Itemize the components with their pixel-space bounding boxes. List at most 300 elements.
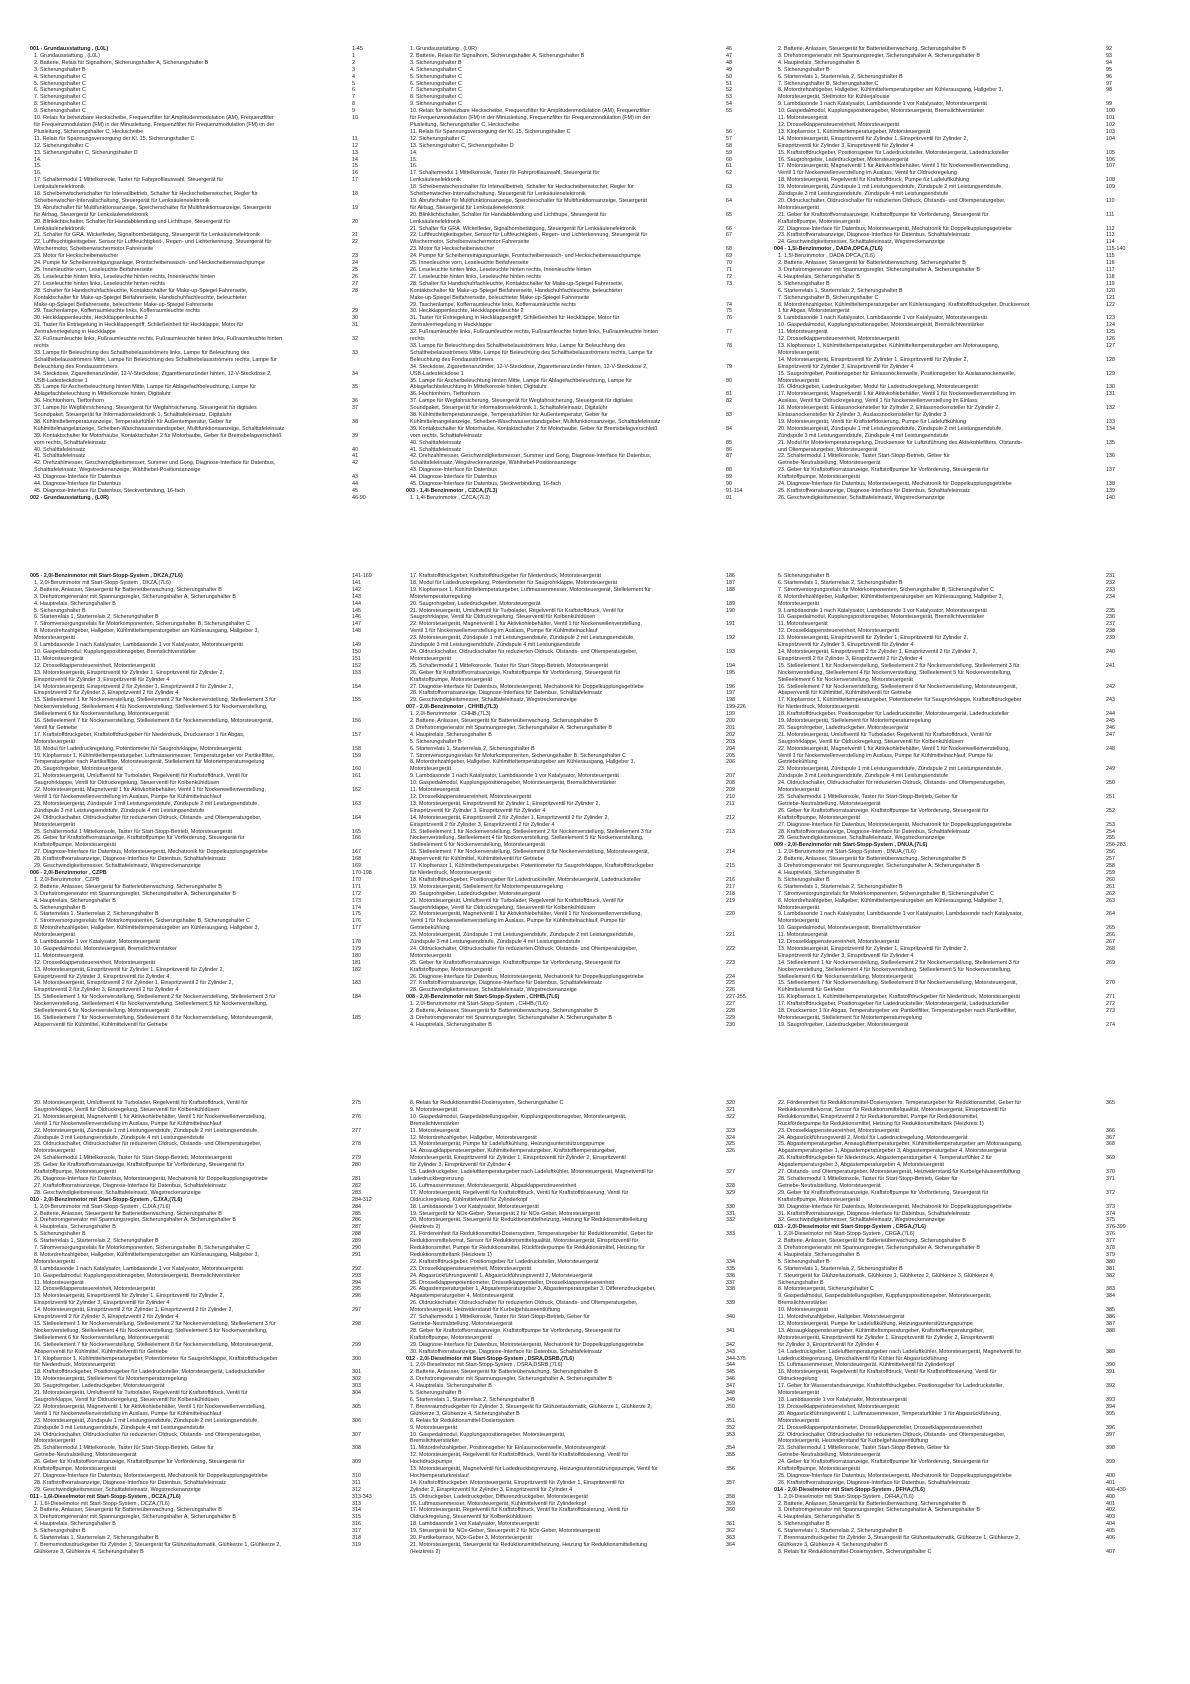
index-entry[interactable]: [30, 1224, 382, 1231]
index-entry[interactable]: [406, 1022, 756, 1029]
index-entry[interactable]: [30, 1528, 382, 1535]
index-entry[interactable]: [30, 1183, 382, 1190]
index-entry[interactable]: [30, 877, 382, 884]
index-entry[interactable]: [774, 295, 1134, 302]
index-entry[interactable]: [774, 1466, 1134, 1473]
index-entry[interactable]: [774, 856, 1134, 863]
index-entry[interactable]: [774, 136, 1134, 143]
index-entry[interactable]: [30, 1280, 382, 1287]
index-entry[interactable]: [406, 426, 756, 433]
index-entry[interactable]: [774, 711, 1134, 718]
index-entry[interactable]: [774, 1307, 1134, 1314]
index-entry[interactable]: [406, 136, 756, 143]
index-entry[interactable]: [774, 1183, 1134, 1190]
index-entry[interactable]: [406, 1169, 756, 1176]
index-entry[interactable]: [406, 1390, 756, 1397]
index-entry[interactable]: [30, 191, 382, 198]
index-entry[interactable]: [406, 773, 756, 780]
index-entry[interactable]: [406, 677, 756, 684]
index-entry[interactable]: [30, 232, 382, 239]
index-entry[interactable]: [406, 260, 756, 267]
index-entry[interactable]: [774, 898, 1134, 905]
index-entry[interactable]: [406, 732, 756, 739]
index-entry[interactable]: [406, 1224, 756, 1231]
index-entry[interactable]: [30, 226, 382, 233]
index-entry[interactable]: [774, 212, 1134, 219]
index-entry[interactable]: [406, 1418, 756, 1425]
index-entry[interactable]: [774, 1473, 1134, 1480]
index-entry[interactable]: [774, 1362, 1134, 1369]
index-entry[interactable]: [406, 232, 756, 239]
index-entry[interactable]: [406, 239, 756, 246]
index-entry[interactable]: [406, 440, 756, 447]
index-entry[interactable]: [30, 150, 382, 157]
index-entry[interactable]: [30, 1114, 382, 1121]
index-entry[interactable]: [30, 184, 382, 191]
index-entry[interactable]: [406, 412, 756, 419]
index-entry[interactable]: [774, 1390, 1134, 1397]
index-entry[interactable]: [774, 384, 1134, 391]
index-entry[interactable]: [406, 753, 756, 760]
index-entry[interactable]: [406, 184, 756, 191]
index-entry[interactable]: [774, 447, 1134, 454]
index-entry[interactable]: [30, 198, 382, 205]
index-entry[interactable]: [30, 711, 382, 718]
index-entry[interactable]: [406, 656, 756, 663]
index-entry[interactable]: [30, 1473, 382, 1480]
index-entry[interactable]: [30, 946, 382, 953]
index-entry[interactable]: [30, 1245, 382, 1252]
index-entry[interactable]: [774, 967, 1134, 974]
index-entry[interactable]: [774, 1273, 1134, 1280]
index-entry[interactable]: [774, 433, 1134, 440]
index-entry[interactable]: [406, 608, 756, 615]
index-entry[interactable]: [774, 1114, 1134, 1121]
index-entry[interactable]: [406, 911, 756, 918]
index-entry[interactable]: [406, 870, 756, 877]
index-entry[interactable]: [406, 350, 756, 357]
index-entry[interactable]: [774, 946, 1134, 953]
index-entry[interactable]: [774, 974, 1134, 981]
index-entry[interactable]: [406, 891, 756, 898]
index-entry[interactable]: [774, 1252, 1134, 1259]
index-entry[interactable]: [30, 759, 382, 766]
index-entry[interactable]: [774, 911, 1134, 918]
index-entry[interactable]: [406, 1362, 756, 1369]
index-entry[interactable]: [30, 157, 382, 164]
index-entry[interactable]: [406, 856, 756, 863]
index-entry[interactable]: [30, 350, 382, 357]
index-entry[interactable]: [406, 1217, 756, 1224]
index-entry[interactable]: [774, 801, 1134, 808]
index-entry[interactable]: [30, 481, 382, 488]
index-entry[interactable]: [406, 1162, 756, 1169]
index-entry[interactable]: [774, 704, 1134, 711]
index-entry[interactable]: [30, 467, 382, 474]
index-entry[interactable]: [774, 205, 1134, 212]
index-entry[interactable]: [30, 115, 382, 122]
index-entry[interactable]: [30, 143, 382, 150]
section-heading[interactable]: [774, 1224, 1134, 1231]
index-entry[interactable]: [774, 481, 1134, 488]
index-entry[interactable]: [774, 460, 1134, 467]
index-entry[interactable]: [406, 987, 756, 994]
index-entry[interactable]: [406, 1114, 756, 1121]
index-entry[interactable]: [30, 488, 382, 495]
index-entry[interactable]: [406, 808, 756, 815]
index-entry[interactable]: [774, 773, 1134, 780]
index-entry[interactable]: [774, 488, 1134, 495]
index-entry[interactable]: [406, 1535, 756, 1542]
index-entry[interactable]: [30, 322, 382, 329]
index-entry[interactable]: [406, 1155, 756, 1162]
index-entry[interactable]: [774, 780, 1134, 787]
index-entry[interactable]: [30, 780, 382, 787]
index-entry[interactable]: [30, 288, 382, 295]
index-entry[interactable]: [406, 1542, 756, 1549]
index-entry[interactable]: [30, 1128, 382, 1135]
index-entry[interactable]: [406, 101, 756, 108]
index-entry[interactable]: [406, 1008, 756, 1015]
index-entry[interactable]: [406, 628, 756, 635]
index-entry[interactable]: [774, 108, 1134, 115]
index-entry[interactable]: [774, 835, 1134, 842]
index-entry[interactable]: [406, 649, 756, 656]
index-entry[interactable]: [30, 980, 382, 987]
index-entry[interactable]: [774, 315, 1134, 322]
index-entry[interactable]: [406, 1107, 756, 1114]
index-entry[interactable]: [406, 1286, 756, 1293]
index-entry[interactable]: [30, 391, 382, 398]
index-entry[interactable]: [30, 246, 382, 253]
index-entry[interactable]: [30, 1252, 382, 1259]
index-entry[interactable]: [774, 357, 1134, 364]
index-entry[interactable]: [30, 1356, 382, 1363]
index-entry[interactable]: [774, 1204, 1134, 1211]
index-entry[interactable]: [774, 649, 1134, 656]
index-entry[interactable]: [406, 746, 756, 753]
index-entry[interactable]: [30, 60, 382, 67]
index-entry[interactable]: [406, 453, 756, 460]
index-entry[interactable]: [30, 1204, 382, 1211]
index-entry[interactable]: [406, 460, 756, 467]
index-entry[interactable]: [774, 74, 1134, 81]
index-entry[interactable]: [30, 891, 382, 898]
index-entry[interactable]: [406, 801, 756, 808]
index-entry[interactable]: [406, 288, 756, 295]
index-entry[interactable]: [30, 1507, 382, 1514]
index-entry[interactable]: [774, 1107, 1134, 1114]
index-entry[interactable]: [406, 447, 756, 454]
index-entry[interactable]: [406, 163, 756, 170]
index-entry[interactable]: [406, 391, 756, 398]
section-heading[interactable]: [30, 573, 382, 580]
index-entry[interactable]: [774, 594, 1134, 601]
index-entry[interactable]: [774, 232, 1134, 239]
index-entry[interactable]: [774, 371, 1134, 378]
index-entry[interactable]: [30, 1452, 382, 1459]
index-entry[interactable]: [406, 594, 756, 601]
index-entry[interactable]: [774, 322, 1134, 329]
index-entry[interactable]: [406, 1128, 756, 1135]
index-entry[interactable]: [774, 677, 1134, 684]
index-entry[interactable]: [406, 1238, 756, 1245]
section-heading[interactable]: [406, 488, 756, 495]
index-entry[interactable]: [774, 1022, 1134, 1029]
index-entry[interactable]: [774, 1155, 1134, 1162]
index-entry[interactable]: [406, 573, 756, 580]
index-entry[interactable]: [30, 1211, 382, 1218]
index-entry[interactable]: [774, 1001, 1134, 1008]
section-heading[interactable]: [774, 246, 1134, 253]
index-entry[interactable]: [30, 1342, 382, 1349]
index-entry[interactable]: [774, 1452, 1134, 1459]
index-entry[interactable]: [406, 967, 756, 974]
index-entry[interactable]: [30, 898, 382, 905]
index-entry[interactable]: [774, 1211, 1134, 1218]
index-entry[interactable]: [406, 371, 756, 378]
index-entry[interactable]: [406, 1501, 756, 1508]
index-entry[interactable]: [774, 226, 1134, 233]
index-entry[interactable]: [774, 1549, 1134, 1556]
index-entry[interactable]: [30, 1321, 382, 1328]
index-entry[interactable]: [406, 53, 756, 60]
index-entry[interactable]: [30, 815, 382, 822]
index-entry[interactable]: [30, 994, 382, 1001]
index-entry[interactable]: [30, 684, 382, 691]
index-entry[interactable]: [406, 1425, 756, 1432]
index-entry[interactable]: [30, 670, 382, 677]
index-entry[interactable]: [30, 267, 382, 274]
index-entry[interactable]: [406, 191, 756, 198]
index-entry[interactable]: [406, 87, 756, 94]
index-entry[interactable]: [406, 433, 756, 440]
index-entry[interactable]: [406, 642, 756, 649]
index-entry[interactable]: [30, 170, 382, 177]
index-entry[interactable]: [30, 205, 382, 212]
index-entry[interactable]: [30, 1445, 382, 1452]
index-entry[interactable]: [30, 1349, 382, 1356]
index-entry[interactable]: [406, 1100, 756, 1107]
index-entry[interactable]: [774, 267, 1134, 274]
index-entry[interactable]: [406, 690, 756, 697]
index-entry[interactable]: [406, 474, 756, 481]
index-entry[interactable]: [30, 690, 382, 697]
index-entry[interactable]: [406, 925, 756, 932]
index-entry[interactable]: [30, 808, 382, 815]
index-entry[interactable]: [30, 628, 382, 635]
index-entry[interactable]: [406, 580, 756, 587]
index-entry[interactable]: [774, 1148, 1134, 1155]
index-entry[interactable]: [774, 1162, 1134, 1169]
index-entry[interactable]: [30, 433, 382, 440]
index-entry[interactable]: [30, 419, 382, 426]
index-entry[interactable]: [406, 308, 756, 315]
index-entry[interactable]: [774, 440, 1134, 447]
index-entry[interactable]: [30, 1369, 382, 1376]
index-entry[interactable]: [30, 635, 382, 642]
index-entry[interactable]: [774, 453, 1134, 460]
index-entry[interactable]: [406, 74, 756, 81]
index-entry[interactable]: [406, 212, 756, 219]
index-entry[interactable]: [30, 932, 382, 939]
index-entry[interactable]: [406, 1369, 756, 1376]
index-entry[interactable]: [406, 329, 756, 336]
index-entry[interactable]: [30, 884, 382, 891]
index-entry[interactable]: [406, 1176, 756, 1183]
index-entry[interactable]: [30, 1135, 382, 1142]
index-entry[interactable]: [774, 157, 1134, 164]
index-entry[interactable]: [406, 953, 756, 960]
index-entry[interactable]: [30, 1514, 382, 1521]
index-entry[interactable]: [774, 891, 1134, 898]
index-entry[interactable]: [774, 143, 1134, 150]
index-entry[interactable]: [774, 60, 1134, 67]
index-entry[interactable]: [774, 1521, 1134, 1528]
index-entry[interactable]: [30, 1335, 382, 1342]
index-entry[interactable]: [30, 67, 382, 74]
index-entry[interactable]: [30, 1383, 382, 1390]
index-entry[interactable]: [30, 587, 382, 594]
index-entry[interactable]: [406, 980, 756, 987]
index-entry[interactable]: [406, 1549, 756, 1556]
index-entry[interactable]: [30, 1022, 382, 1029]
index-entry[interactable]: [406, 295, 756, 302]
index-entry[interactable]: [774, 1535, 1134, 1542]
index-entry[interactable]: [30, 302, 382, 309]
index-entry[interactable]: [406, 177, 756, 184]
index-entry[interactable]: [774, 808, 1134, 815]
index-entry[interactable]: [774, 239, 1134, 246]
index-entry[interactable]: [406, 1432, 756, 1439]
index-entry[interactable]: [30, 725, 382, 732]
index-entry[interactable]: [774, 573, 1134, 580]
index-entry[interactable]: [774, 343, 1134, 350]
index-entry[interactable]: [774, 1217, 1134, 1224]
index-entry[interactable]: [406, 219, 756, 226]
index-entry[interactable]: [30, 649, 382, 656]
index-entry[interactable]: [774, 1238, 1134, 1245]
index-entry[interactable]: [30, 925, 382, 932]
index-entry[interactable]: [406, 1135, 756, 1142]
index-entry[interactable]: [406, 315, 756, 322]
index-entry[interactable]: [774, 1438, 1134, 1445]
index-entry[interactable]: [30, 295, 382, 302]
index-entry[interactable]: [406, 1459, 756, 1466]
index-entry[interactable]: [774, 198, 1134, 205]
index-entry[interactable]: [406, 143, 756, 150]
index-entry[interactable]: [406, 946, 756, 953]
index-entry[interactable]: [774, 1008, 1134, 1015]
index-entry[interactable]: [406, 378, 756, 385]
index-entry[interactable]: [774, 405, 1134, 412]
index-entry[interactable]: [30, 177, 382, 184]
index-entry[interactable]: [774, 684, 1134, 691]
index-entry[interactable]: [774, 426, 1134, 433]
index-entry[interactable]: [406, 1321, 756, 1328]
index-entry[interactable]: [406, 170, 756, 177]
index-entry[interactable]: [406, 849, 756, 856]
index-entry[interactable]: [774, 1349, 1134, 1356]
index-entry[interactable]: [774, 994, 1134, 1001]
index-entry[interactable]: [406, 918, 756, 925]
index-entry[interactable]: [406, 1397, 756, 1404]
index-entry[interactable]: [774, 822, 1134, 829]
index-entry[interactable]: [406, 1314, 756, 1321]
index-entry[interactable]: [30, 1487, 382, 1494]
index-entry[interactable]: [30, 953, 382, 960]
index-entry[interactable]: [406, 81, 756, 88]
index-entry[interactable]: [406, 1197, 756, 1204]
index-entry[interactable]: [406, 1452, 756, 1459]
index-entry[interactable]: [30, 663, 382, 670]
index-entry[interactable]: [774, 1404, 1134, 1411]
index-entry[interactable]: [30, 1549, 382, 1556]
index-entry[interactable]: [406, 281, 756, 288]
index-entry[interactable]: [774, 918, 1134, 925]
index-entry[interactable]: [774, 378, 1134, 385]
index-entry[interactable]: [406, 932, 756, 939]
index-entry[interactable]: [774, 621, 1134, 628]
index-entry[interactable]: [774, 663, 1134, 670]
index-entry[interactable]: [406, 1001, 756, 1008]
index-entry[interactable]: [406, 1528, 756, 1535]
index-entry[interactable]: [30, 53, 382, 60]
index-entry[interactable]: [30, 460, 382, 467]
index-entry[interactable]: [774, 718, 1134, 725]
index-entry[interactable]: [406, 1190, 756, 1197]
index-entry[interactable]: [774, 1141, 1134, 1148]
index-entry[interactable]: [406, 246, 756, 253]
index-entry[interactable]: [30, 1376, 382, 1383]
index-entry[interactable]: [406, 835, 756, 842]
index-entry[interactable]: [406, 621, 756, 628]
index-entry[interactable]: [774, 391, 1134, 398]
index-entry[interactable]: [774, 815, 1134, 822]
index-entry[interactable]: [30, 136, 382, 143]
index-entry[interactable]: [774, 87, 1134, 94]
index-entry[interactable]: [406, 1487, 756, 1494]
index-entry[interactable]: [406, 302, 756, 309]
index-entry[interactable]: [406, 601, 756, 608]
index-entry[interactable]: [774, 1445, 1134, 1452]
index-entry[interactable]: [30, 580, 382, 587]
index-entry[interactable]: [30, 835, 382, 842]
index-entry[interactable]: [30, 939, 382, 946]
index-entry[interactable]: [406, 1211, 756, 1218]
index-entry[interactable]: [774, 787, 1134, 794]
index-entry[interactable]: [774, 1397, 1134, 1404]
index-entry[interactable]: [774, 587, 1134, 594]
index-entry[interactable]: [30, 1169, 382, 1176]
index-entry[interactable]: [30, 384, 382, 391]
index-entry[interactable]: [30, 219, 382, 226]
index-entry[interactable]: [30, 81, 382, 88]
index-entry[interactable]: [774, 759, 1134, 766]
index-entry[interactable]: [30, 1107, 382, 1114]
index-entry[interactable]: [406, 1411, 756, 1418]
section-heading[interactable]: [406, 704, 756, 711]
section-heading[interactable]: [406, 1356, 756, 1363]
index-entry[interactable]: [30, 1466, 382, 1473]
index-entry[interactable]: [774, 1335, 1134, 1342]
index-entry[interactable]: [30, 614, 382, 621]
index-entry[interactable]: [774, 398, 1134, 405]
index-entry[interactable]: [774, 877, 1134, 884]
index-entry[interactable]: [406, 336, 756, 343]
index-entry[interactable]: [774, 115, 1134, 122]
index-entry[interactable]: [30, 426, 382, 433]
